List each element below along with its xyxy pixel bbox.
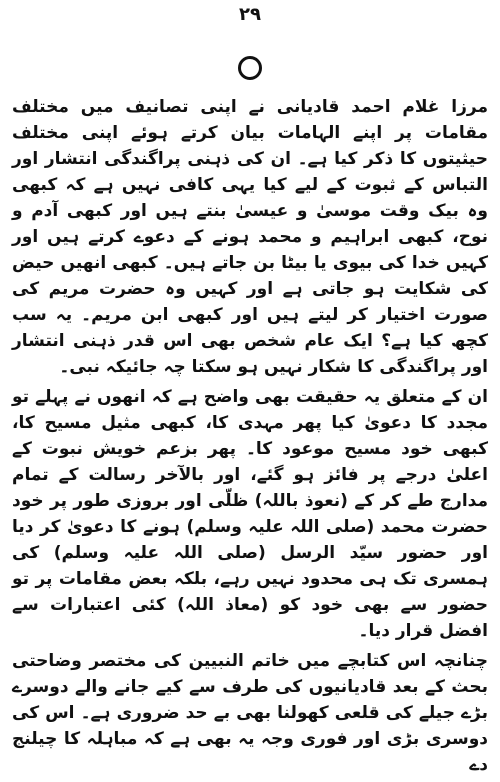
paragraph: چنانچہ اس کتابچے میں خاتم النبیین کی مختصر وضاحتی بحث کے بعد قادیانیوں کی طرف سے کیے جانے والے دوسرے بڑے جیلے کی قلعی کھولنا بھی بے حد ضروری ہے۔ اس کی دوسری بڑی اور فوری وجہ یہ بھی ہے کہ مباہلہ کا چیلنج دے: [12, 651, 488, 775]
body-text: [12, 94, 488, 782]
paragraph: مرزا غلام احمد قادیانی نے اپنی تصانیف میں مختلف مقامات پر اپنے الہامات بیان کرتے ہوئے اپنی مختلف حیثیتوں کا ذکر کیا ہے۔ ان کی ذہنی پراگندگی انتشار اور التباس کے ثبوت کے لیے کیا یہی کافی نہیں ہے کہ کبھی وہ بیک وقت موسیٰ و عیسیٰ بنتے ہیں اور کبھی آدم و نوح، کبھی ابراہیم و محمد ہونے کے دعوے کرتے ہیں اور کہیں خدا کی بیوی یا بیٹا بن جاتے ہیں۔ کبھی انھیں حیض کی شکایت ہو جاتی ہے اور کہیں وہ حضرت مریم کی صورت اختیار کر لیتے ہیں اور کبھی ابن مریم۔ یہ سب کچھ کیا ہے؟ ایک عام شخص بھی اس قدر ذہنی انتشار اور پراگندگی کا شکار نہیں ہو سکتا چہ جائیکہ نبی۔: [12, 97, 488, 377]
page-number: ۲۹: [239, 4, 261, 25]
paragraph: ان کے متعلق یہ حقیقت بھی واضح ہے کہ انھوں نے پہلے تو مجدد کا دعویٰ کیا پھر مہدی کا، کبھی مثیل مسیح کا، کبھی خود مسیح موعود کا۔ پھر بزعم خویش نبوت کے اعلیٰ درجے پر فائز ہو گئے، اور بالآخر رسالت کے تمام مدارج طے کر کے (نعوذ باللہ) ظلّی اور بروزی طور پر خود حضرت محمد (صلی اللہ علیہ وسلم) ہونے کا دعویٰ کر دیا اور حضور سیّد الرسل (صلی اللہ علیہ وسلم) کی ہمسری تک ہی محدود نہیں رہے، بلکہ بعض مقامات پر تو حضور سے بھی خود کو (معاذ اللہ) کئی اعتبارات سے افضل قرار دیا۔: [12, 387, 488, 641]
section-circle-icon: [238, 56, 262, 80]
